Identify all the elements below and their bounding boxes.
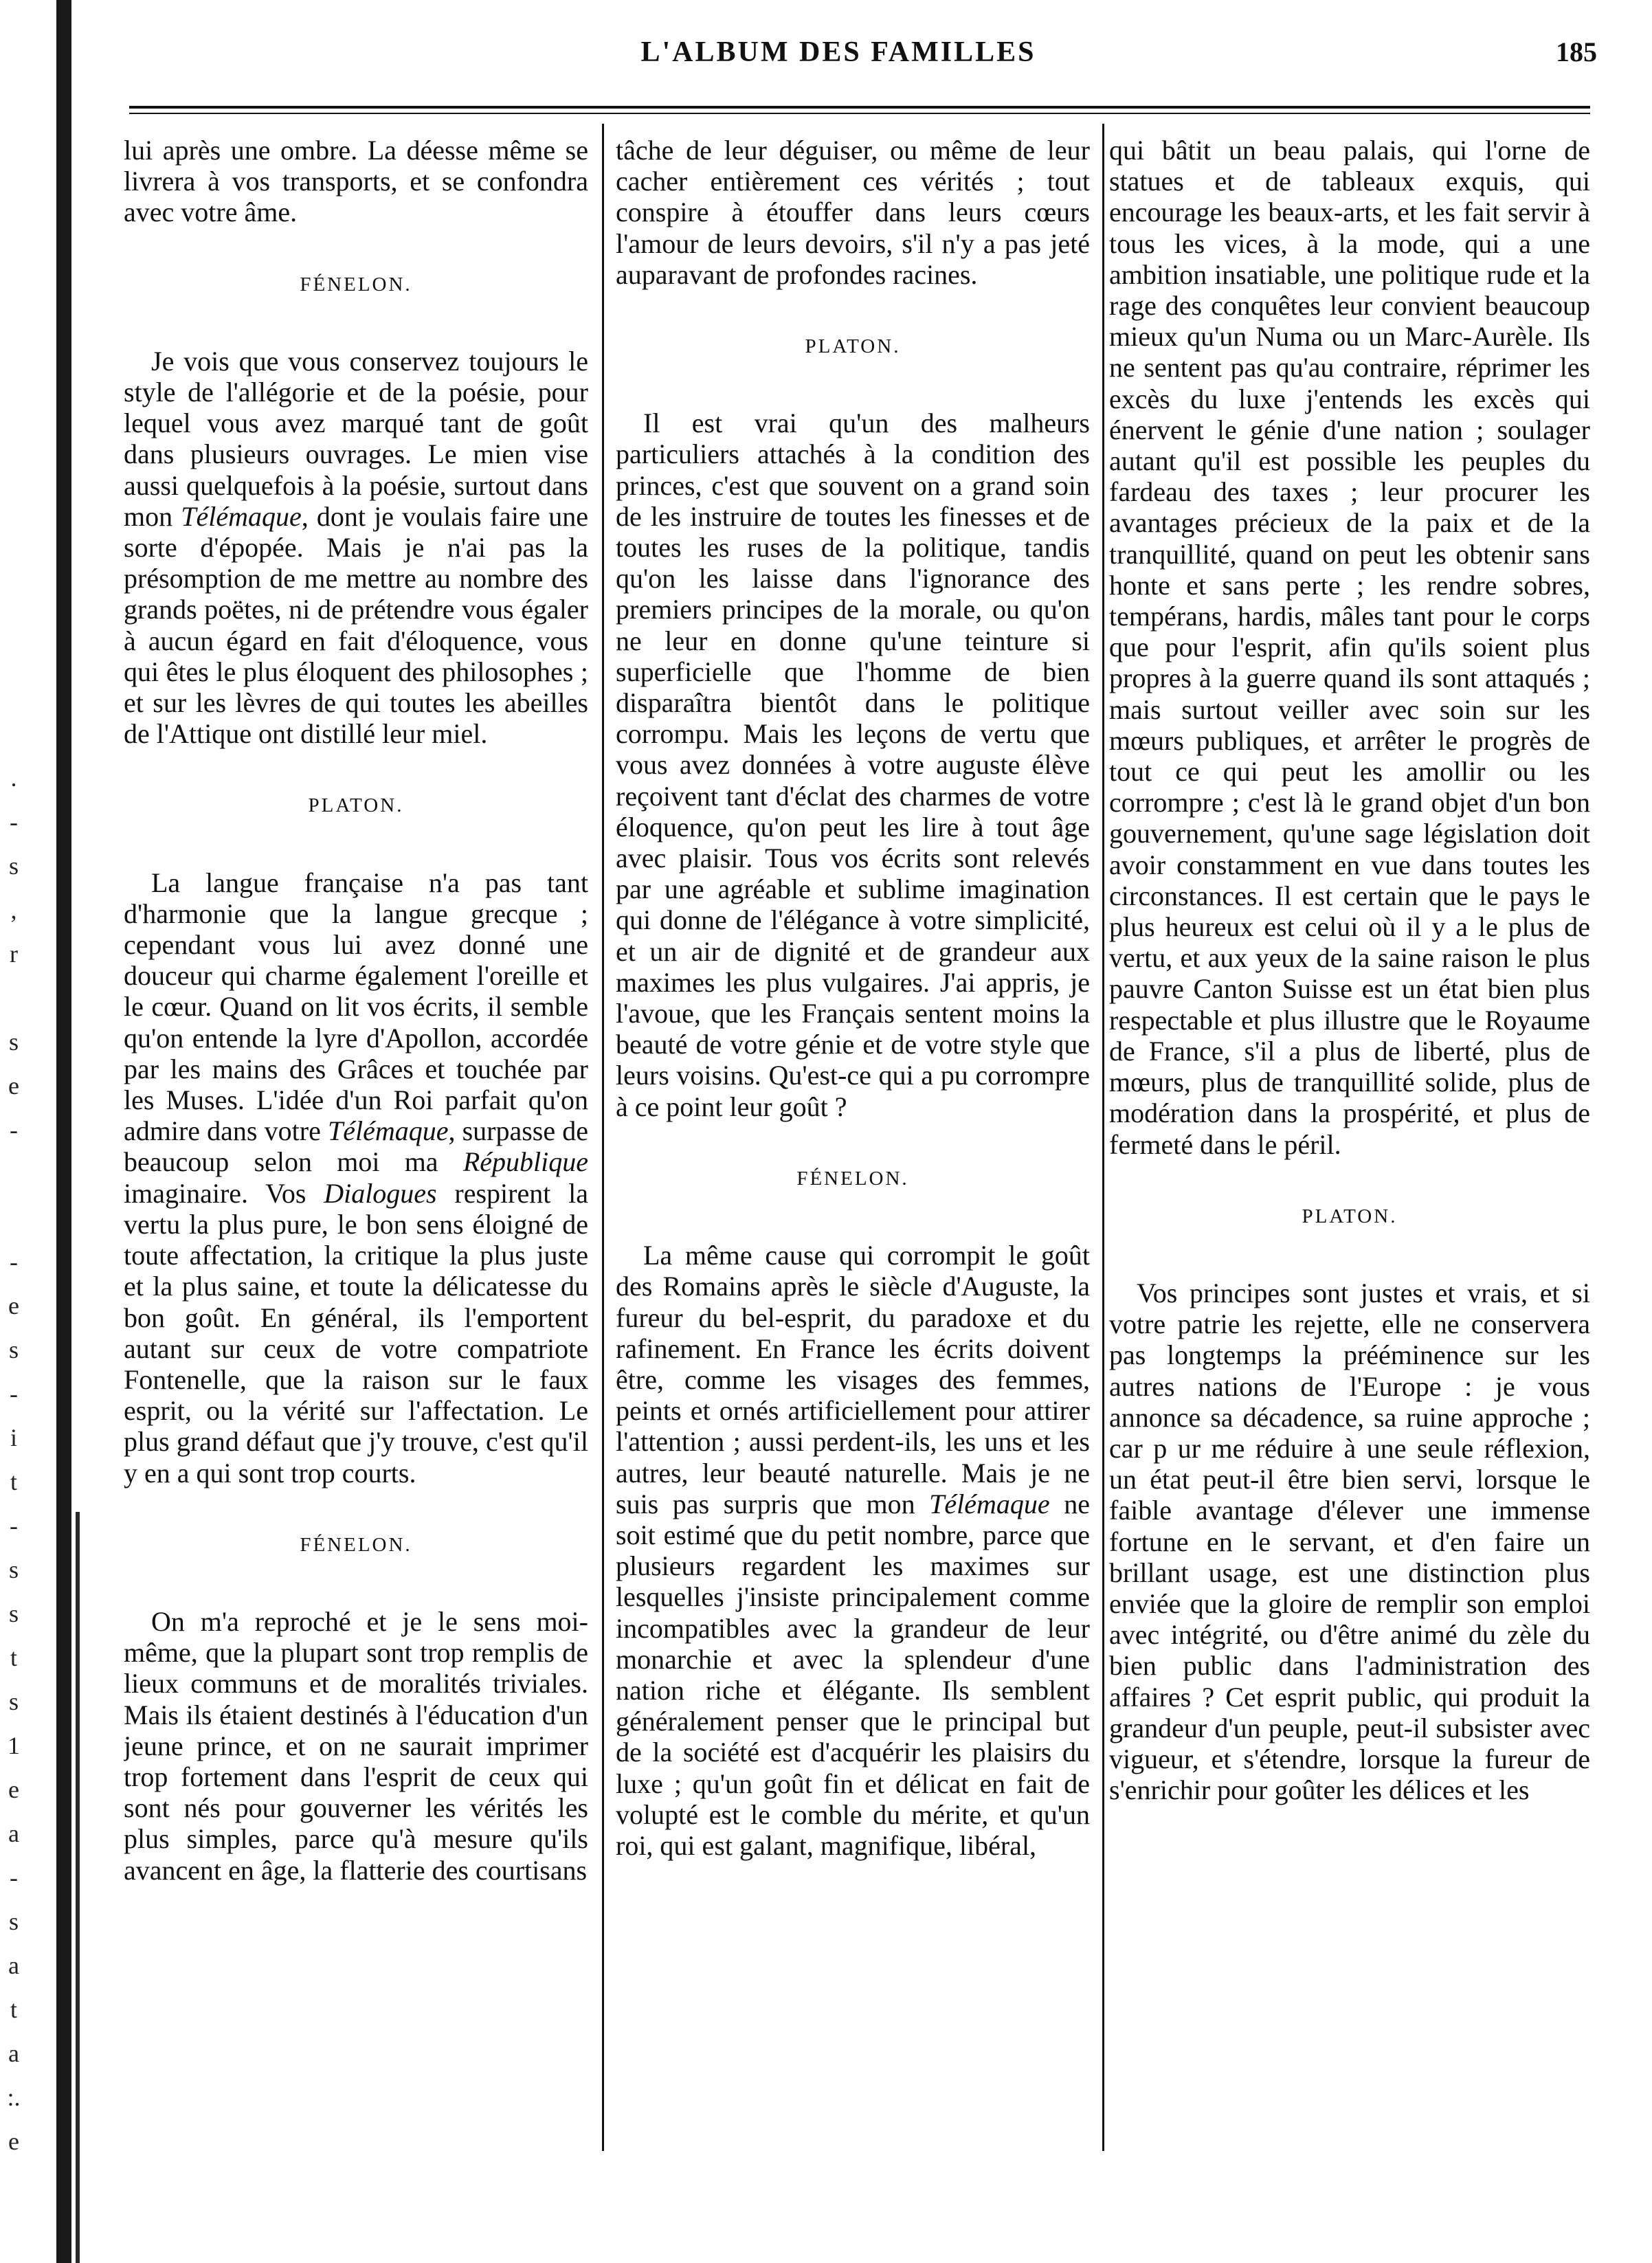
gutter-mark: - — [10, 1512, 18, 1539]
paragraph: La langue française n'a pas tant d'harmonie que la langue grecque ; cependant vous lui avez donné une douceur qui charme également l'oreille et le cœur. Quand on lit vos écrits, il semble qu'on entende la lyre d'Apollon, accordée par les mains des Grâces et touchée par les Muses. L'idée d'un Roi parfait qu'on admire dans votre Télémaque, surpasse de beaucoup selon moi ma République imaginaire. Vos Dialogues respirent la vertu la plus pure, le bon sens éloigné de toute affectation, la critique la plus juste et la plus saine, et toute la délicatesse du bon goût. En général, ils l'emportent autant sur ceux de votre compatriote Fontenelle, que la raison sur le faux esprit, ou la vérité sur l'affectation. Le plus grand défaut que j'y trouve, c'est qu'il y en a qui sont trop courts. — [124, 867, 588, 1489]
paragraph: On m'a reproché et je le sens moi-même, que la plupart sont trop remplis de lieux communs et de moralités triviales. Mais ils étaient destinés à l'éducation d'un jeune prince, et on ne saurait imprimer trop fortement dans l'esprit de ceux qui sont nés pour gouverner les vérités les plus simples, parce qu'à mesure qu'ils avancent en âge, la flatterie des courtisans — [124, 1605, 588, 1886]
gutter-mark: s — [8, 852, 19, 880]
header-rule-thin — [129, 113, 1590, 114]
gutter-mark: s — [8, 1688, 19, 1715]
text-column-2 — [616, 135, 1090, 2162]
column-divider — [1102, 124, 1104, 2151]
header-rule — [129, 106, 1590, 109]
gutter-mark: r — [10, 940, 18, 968]
gutter-mark: e — [8, 1776, 19, 1803]
gutter-mark: - — [10, 808, 18, 836]
paragraph: lui après une ombre. La déesse même se livrera à vos transports, et se confondra avec votre âme. — [124, 135, 588, 228]
gutter-mark: a — [8, 1952, 19, 1979]
paragraph: Vos principes sont justes et vrais, et si votre patrie les rejette, elle ne conservera pas longtemps la prééminence sur les autres nations de l'Europe : je vous annonce sa décadence, sa ruine approche ; car p ur me réduire à une seule réflexion, un état peut-il être bien servi, lorsque le faible avantage d'élever une immense fortune en le servant, et d'en faire un brillant usage, est une distinction plus enviée que la gloire de remplir son emploi avec intégrité, ou d'être animé du zèle du bien public dans l'administration des affaires ? Cet esprit public, qui produit la grandeur d'un peuple, peut-il subsister avec vigueur, et s'étendre, lorsque la fureur de s'enrichir pour goûter les délices et les — [1109, 1277, 1590, 1806]
speaker-heading: FÉNELON. — [300, 273, 412, 296]
gutter-mark: s — [8, 1908, 19, 1935]
gutter-mark: a — [8, 2040, 19, 2067]
paragraph: La même cause qui corrompit le goût des Romains après le siècle d'Auguste, la fureur du bel-esprit, du paradoxe et du rafinement. En France les écrits doivent être, comme les visages des femmes, peints et ornés artificiellement pour attirer l'attention ; aussi perdent-ils, les uns et les autres, leur beauté naturelle. Mais je ne suis pas surpris que mon Télémaque ne soit estimé que du petit nombre, parce que plusieurs regardent les maximes sur lesquelles j'insiste principalement comme incompatibles avec la grandeur de leur monarchie et avec la splendeur d'une nation riche et élégante. Ils semblent généralement penser que le principal but de la société est d'acquérir les plaisirs du luxe ; qu'un goût fin et délicat en fait de volupté est le comble du mérite, et qu'un roi, qui est galant, magnifique, libéral, — [616, 1240, 1090, 1861]
gutter-marks — [0, 756, 27, 2155]
gutter-mark: s — [8, 1600, 19, 1627]
speaker-heading: PLATON. — [1302, 1205, 1398, 1227]
gutter-mark: i — [10, 1424, 17, 1451]
gutter-mark: 1 — [8, 1732, 20, 1759]
column-divider — [602, 124, 604, 2151]
paragraph: Je vois que vous conservez toujours le style de l'allégorie et de la poésie, pour lequel vous avez marqué tant de goût dans plusieurs ouvrages. Le mien vise aussi quelquefois à la poésie, surtout dans mon Télémaque, dont je voulais faire une sorte d'épopée. Mais je n'ai pas la présomption de me mettre au nombre des grands poëtes, ni de prétendre vous égaler à aucun égard en fait d'éloquence, vous qui êtes le plus éloquent des philosophes ; et sur les lèvres de qui toutes les abeilles de l'Attique ont distillé leur miel. — [124, 345, 588, 750]
gutter-mark: e — [8, 2128, 19, 2155]
paragraph: tâche de leur déguiser, ou même de leur cacher entièrement ces vérités ; tout conspire à étouffer dans leurs cœurs l'amour de leurs devoirs, s'il n'y a pas jeté auparavant de profondes racines. — [616, 135, 1090, 290]
speaker-heading: FÉNELON. — [796, 1167, 909, 1190]
speaker-heading: PLATON. — [805, 335, 901, 358]
gutter-mark: s — [8, 1336, 19, 1363]
speaker-heading: PLATON. — [308, 794, 404, 817]
binding-shadow — [56, 0, 71, 2263]
gutter-mark — [0, 1152, 27, 1196]
gutter-mark: t — [10, 1644, 17, 1671]
gutter-mark: t — [10, 1468, 17, 1495]
gutter-mark: - — [10, 1248, 18, 1275]
gutter-mark: :. — [7, 2084, 21, 2111]
text-column-1 — [124, 135, 588, 2162]
gutter-mark: , — [10, 896, 17, 924]
gutter-mark: e — [8, 1292, 19, 1319]
paragraph: qui bâtit un beau palais, qui l'orne de statues et de tableaux exquis, qui encourage les beaux-arts, et les fait servir à tous les vices, à la mode, qui a une ambition insatiable, une politique rude et la rage des conquêtes leur convient beaucoup mieux qu'un Numa ou un Marc-Aurèle. Ils ne sentent pas qu'au contraire, réprimer les excès du luxe j'entends les excès qui énervent le génie d'une nation ; soulager autant qu'il est possible les peuples du fardeau des taxes ; leur procurer les avantages précieux de la paix et de la tranquillité, quand on peut les obtenir sans honte et sans perte ; les rendre sobres, tempérans, hardis, mâles tant pour le corps que pour l'esprit, afin qu'ils soient plus propres à la guerre quand ils sont attaqués ; mais surtout veiller avec soin sur les mœurs publiques, et arrêter le progrès de tout ce qui peut les amollir ou les corrompre ; c'est là le grand objet d'un bon gouvernement, qu'une sage législation doit avoir constamment en vue dans toutes les circonstances. Il est certain que le pays le plus heureux est celui où il y a le plus de vertu, et aux yeux de la saine raison le plus pauvre Canton Suisse est un état bien plus respectable et plus illustre que le Royaume de France, s'il a plus de liberté, plus de mœurs, plus de tranquillité solide, plus de modération dans la prospérité, et plus de fermeté dans le péril. — [1109, 135, 1590, 1160]
page-number: 185 — [1556, 36, 1597, 67]
gutter-mark: s — [8, 1556, 19, 1583]
gutter-mark: t — [10, 1996, 17, 2023]
speaker-heading: FÉNELON. — [300, 1533, 412, 1556]
gutter-mark — [0, 1196, 27, 1240]
gutter-mark: e — [8, 1072, 19, 1100]
gutter-mark: - — [10, 1116, 18, 1144]
binding-shadow-inner — [76, 1512, 80, 2263]
paragraph: Il est vrai qu'un des malheurs particuliers attachés à la condition des princes, c'est que souvent on a grand soin de les instruire de toutes les finesses et de toutes les ruses de la politique, tandis qu'on les laisse dans l'ignorance des premiers principes de la morale, ou qu'on ne leur en donne qu'une teinture si superficielle que l'homme de bien disparaîtra bientôt dans le politique corrompu. Mais les leçons de vertu que vous avez données à votre auguste élève reçoivent tant d'éclat des charmes de votre éloquence, qu'on peut les lire à tout âge avec plaisir. Tous vos écrits sont relevés par une agréable et sublime imagination qui donne de l'élégance à votre simplicité, et un air de dignité et de grandeur aux maximes les plus vulgaires. J'ai appris, je l'avoue, que les Français sentent moins la beauté de votre génie et de votre style que leurs voisins. Qu'est-ce qui a pu corrompre à ce point leur goût ? — [616, 408, 1090, 1122]
running-title: L'ALBUM DES FAMILLES — [640, 36, 1036, 68]
gutter-mark: . — [10, 764, 17, 792]
gutter-mark: s — [8, 1028, 19, 1056]
text-column-3 — [1109, 135, 1590, 2162]
gutter-mark — [0, 976, 27, 1020]
gutter-mark: - — [10, 1864, 18, 1891]
gutter-mark: a — [8, 1820, 19, 1847]
gutter-mark: - — [10, 1380, 18, 1407]
